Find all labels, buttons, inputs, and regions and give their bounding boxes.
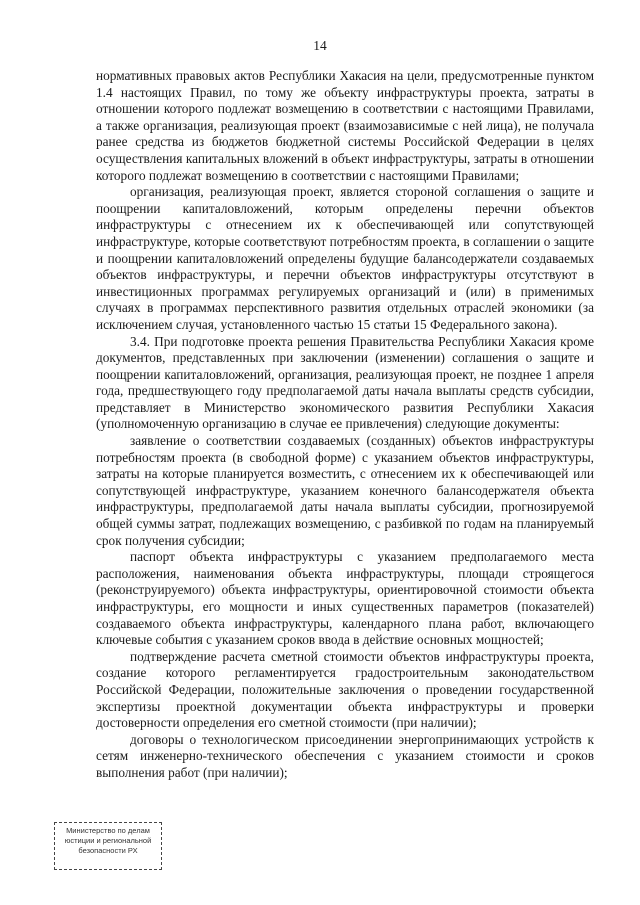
paragraph: договоры о технологическом присоединении энергопринимающих устройств к сетям инженерно-технического обеспечения с указанием стоимости и сроков выполнения работ (при наличии); bbox=[96, 731, 594, 780]
paragraph: организация, реализующая проект, является стороной соглашения о защите и поощрении капиталовложений, которым определены перечни объектов инфраструктуры с отнесением их к обеспечивающей или сопутствующей инфраструктуре, которые соответствуют потребностям проекта, в соглашении о защите и поощрении капиталовложений определены будущие балансодержатели создаваемых объектов инфраструктуры, и перечни объектов инфраструктуры отсутствуют в инвестиционных программах регулируемых организаций и (или) в применимых случаях в программах перспективного развития отдельных отраслей экономики (за исключением случая, установленного частью 15 статьи 15 Федерального закона). bbox=[96, 184, 594, 332]
paragraph: подтверждение расчета сметной стоимости объектов инфраструктуры проекта, создание которого регламентируется градостроительным законодательством Российской Федерации, положительные заключения о проведении государственной экспертизы проектной документации объекта инфраструктуры и проверки достоверности определения его сметной стоимости (при наличии); bbox=[96, 648, 594, 731]
stamp-line: Министерство по делам bbox=[66, 826, 150, 835]
paragraph: 3.4. При подготовке проекта решения Правительства Республики Хакасия кроме документов, представленных при заключении (изменении) соглашения о защите и поощрении капиталовложений, организация, реализующая проект, не позднее 1 апреля года, предшествующего году предполагаемой даты начала выплаты средств субсидии, представляет в Министерство экономического развития Республики Хакасия (уполномоченную организацию в случае ее привлечения) следующие документы: bbox=[96, 333, 594, 432]
body-text bbox=[96, 68, 594, 782]
ministry-stamp bbox=[54, 822, 162, 870]
paragraph: нормативных правовых актов Республики Хакасия на цели, предусмотренные пунктом 1.4 настоящих Правил, по тому же объекту инфраструктуры проекта, затраты в отношении которого подлежат возмещению в соответствии с настоящими Правилами, а также организация, реализующая проект (взаимозависимые с ней лица), не получала ранее средства из бюджетов бюджетной системы Российской Федерации в целях осуществления капитальных вложений в объект инфраструктуры, затраты в отношении которого подлежат возмещению в соответствии с настоящими Правилами; bbox=[96, 68, 594, 183]
paragraph: заявление о соответствии создаваемых (созданных) объектов инфраструктуры потребностям проекта (в свободной форме) с указанием объектов инфраструктуры, затраты на которые планируется возместить, с отнесением их к обеспечивающей или сопутствующей инфраструктуре, указанием конечного балансодержателя объекта инфраструктуры, предполагаемой даты начала выплаты субсидии, прогнозируемой общей суммы затрат, подлежащих возмещению, с разбивкой по годам на планируемый срок получения субсидии; bbox=[96, 433, 594, 548]
page-number: 14 bbox=[313, 38, 327, 53]
stamp-line: безопасности РХ bbox=[78, 846, 138, 855]
paragraph: паспорт объекта инфраструктуры с указанием предполагаемого места расположения, наименования объекта инфраструктуры, площади строящегося (реконструируемого) объекта инфраструктуры, ориентировочной стоимости объекта инфраструктуры, его мощности и иных существенных параметров (показателей) создаваемого объекта инфраструктуры, календарного плана работ, включающего ключевые события с указанием сроков ввода в действие основных мощностей; bbox=[96, 549, 594, 648]
stamp-line: юстиции и региональной bbox=[64, 836, 152, 845]
